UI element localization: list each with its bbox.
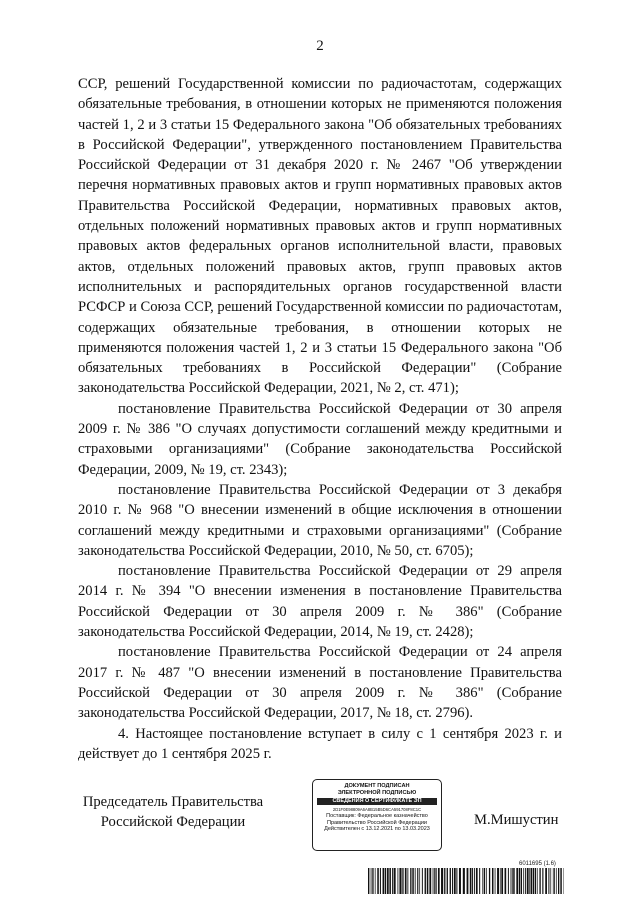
- stamp-provider: Поставщик: Федеральное казначейство: [326, 813, 428, 819]
- signatory-name: М.Мишустин: [474, 812, 559, 828]
- document-number: 6011695 (1.6): [519, 861, 556, 867]
- paragraph-3: постановление Правительства Российской Федерации от 3 декабря 2010 г. № 968 "О внесении изменений в общие исключения в отношении соглашений между кредитными и страховыми организациями" (Собрание законодательства Российской Федерации, 2010, № 50, ст. 6705);: [78, 481, 562, 559]
- paragraph-5: постановление Правительства Российской Федерации от 24 апреля 2017 г. № 487 "О внесении изменений в постановление Правительства Российской Федерации от 30 апреля 2009 г. № 386" (Собрание законодательства Российской Федерации, 2017, № 18, ст. 2796).: [78, 644, 562, 722]
- document-body: [78, 74, 562, 764]
- paragraph-4: постановление Правительства Российской Федерации от 29 апреля 2014 г. № 394 "О внесении изменения в постановление Правительства Российской Федерации от 30 апреля 2009 г. № 386" (Собрание законодательства Российской Федерации, 2014, № 19, ст. 2428);: [78, 563, 562, 641]
- signatory-position: [78, 792, 268, 832]
- page-number: 2: [316, 38, 324, 54]
- stamp-validity: Действителен с 13.12.2021 по 13.03.2023: [324, 826, 430, 832]
- paragraph-6: 4. Настоящее постановление вступает в силу с 1 сентября 2023 г. и действует до 1 сентября 2025 г.: [78, 725, 562, 762]
- paragraph-2: постановление Правительства Российской Федерации от 30 апреля 2009 г. № 386 "О случаях допустимости соглашений между кредитными и страховыми организациями" (Собрание законодательства Российской Федерации, 2009, № 19, ст. 2343);: [78, 400, 562, 478]
- barcode: [368, 868, 564, 894]
- paragraph-1: ССР, решений Государственной комиссии по радиочастотам, содержащих обязательные требования, в отношении которых не применяются положения частей 1, 2 и 3 статьи 15 Федерального закона "Об обязательных требованиях в Российской Федерации", утвержденного постановлением Правительства Российской Федерации от 31 декабря 2020 г. № 2467 "Об утверждении перечня нормативных правовых актов и групп нормативных правовых актов Правительства Российской Федерации, нормативных правовых актов, отдельных положений нормативных правовых актов и групп нормативных правовых актов федеральных органов исполнительной власти, правовых актов, отдельных положений правовых актов, групп правовых актов исполнительных и распорядительных органов государственной власти РСФСР и Союза ССР, решений Государственной комиссии по радиочастотам, содержащих обязательные требования, в отношении которых не применяются положения частей 1, 2 и 3 статьи 15 Федерального закона "Об обязательных требованиях в Российской Федерации" (Собрание законодательства Российской Федерации, 2021, № 2, ст. 471);: [78, 76, 562, 397]
- stamp-certificate-header: СВЕДЕНИЯ О СЕРТИФИКАТЕ ЭП: [317, 798, 437, 805]
- signatory-position-line2: Российской Федерации: [100, 814, 246, 830]
- stamp-owner: Правительство Российской Федерации: [327, 819, 427, 826]
- signatory-position-line1: Председатель Правительства: [82, 794, 264, 810]
- stamp-line2: ЭЛЕКТРОННОЙ ПОДПИСЬЮ: [337, 789, 417, 796]
- stamp-line1: ДОКУМЕНТ ПОДПИСАН: [344, 783, 410, 789]
- electronic-signature-stamp: [312, 779, 442, 851]
- stamp-certificate-id: 2D1F0E98809A6A8B15B5D6CA591708F8C1C: [332, 806, 422, 812]
